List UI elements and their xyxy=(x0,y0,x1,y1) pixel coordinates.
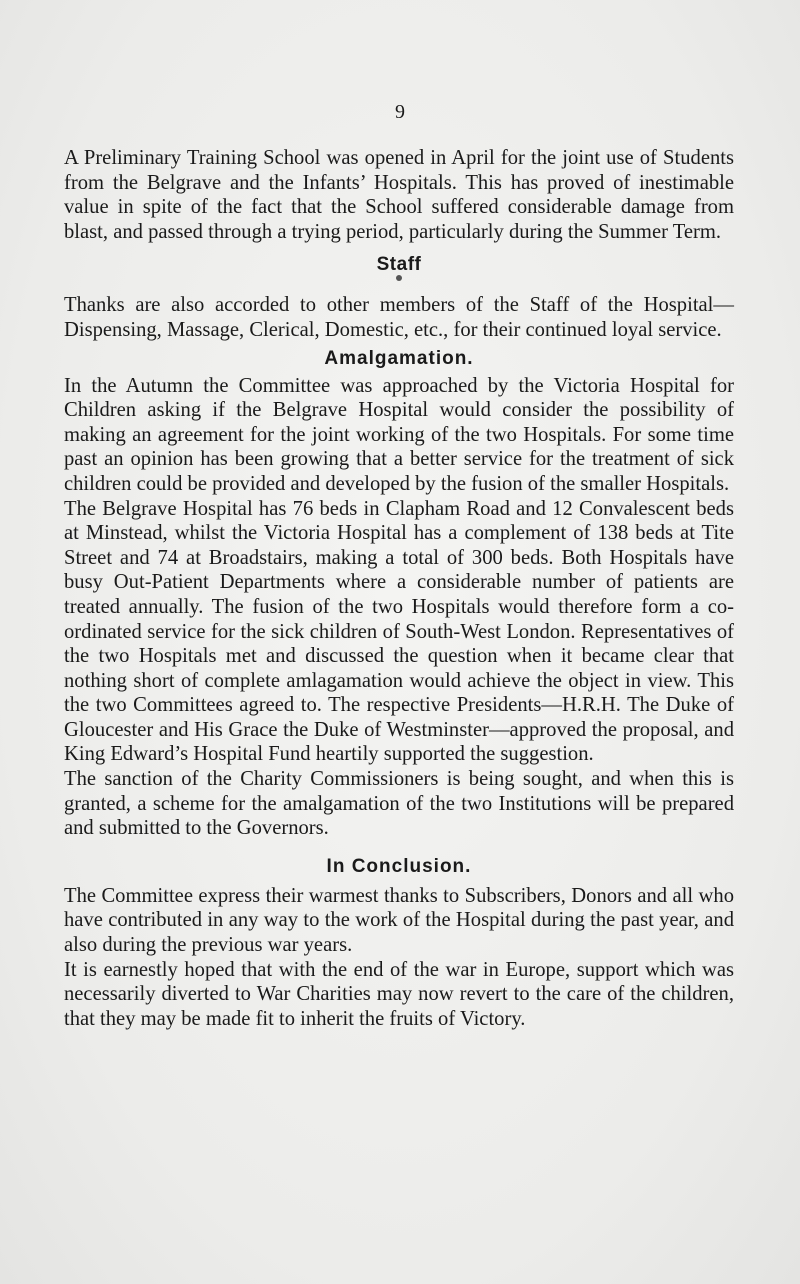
page-number: 9 xyxy=(395,101,405,123)
amalgamation-paragraph-1: In the Autumn the Committee was approached by the Victoria Hospital for Children asking if the Belgrave Hospital would consider the possibility of making an agreement for the joint working of the two Hospitals. For some time past an opinion has been growing that a better service for the treatment of sick children could be provided and developed by the fusion of the smaller Hospitals. xyxy=(64,374,734,495)
ink-dot-mark xyxy=(396,275,402,281)
intro-paragraph: A Preliminary Training School was opened in April for the joint use of Students from the Belgrave and the Infants’ Hospitals. This has proved of inestimable value in spite of the fact that the School suffered considerable damage from blast, and passed through a trying period, particularly during the Summer Term. xyxy=(64,147,734,243)
conclusion-heading: In Conclusion. xyxy=(326,855,472,877)
conclusion-paragraph-1: The Committee express their warmest thanks to Subscribers, Donors and all who have contributed in any way to the work of the Hospital during the past year, and also during the previous war years. xyxy=(64,884,734,957)
staff-paragraph: Thanks are also accorded to other members of the Staff of the Hospital—Dispensing, Massage, Clerical, Domestic, etc., for their continued loyal service. xyxy=(64,294,734,341)
amalgamation-paragraph-3: The sanction of the Charity Commissioners is being sought, and when this is granted, a scheme for the amalgamation of the two Institutions will be prepared and submitted to the Governors. xyxy=(64,768,734,840)
amalgamation-paragraph-2: The Belgrave Hospital has 76 beds in Clapham Road and 12 Convalescent beds at Minstead, whilst the Victoria Hospital has a complement of 138 beds at Tite Street and 74 at Broadstairs, making a total of 300 beds. Both Hospitals have busy Out-Patient Departments where a considerable number of patients are treated annually. The fusion of the two Hospitals would therefore form a co-ordinated service for the sick children of South-West London. Representatives of the two Hospitals met and discussed the question when it became clear that nothing short of complete amlagamation would achieve the object in view. This the two Committees agreed to. The respective Presidents—H.R.H. The Duke of Gloucester and His Grace the Duke of Westminster—approved the proposal, and King Edward’s Hospital Fund heartily supported the suggestion. xyxy=(64,497,734,766)
conclusion-paragraph-2: It is earnestly hoped that with the end of the war in Europe, support which was necessarily diverted to War Charities may now revert to the care of the children, that they may be made fit to inherit the fruits of Victory. xyxy=(64,958,734,1030)
document-body xyxy=(64,146,734,1031)
amalgamation-heading: Amalgamation. xyxy=(324,347,474,369)
staff-heading: Staff xyxy=(376,254,422,276)
